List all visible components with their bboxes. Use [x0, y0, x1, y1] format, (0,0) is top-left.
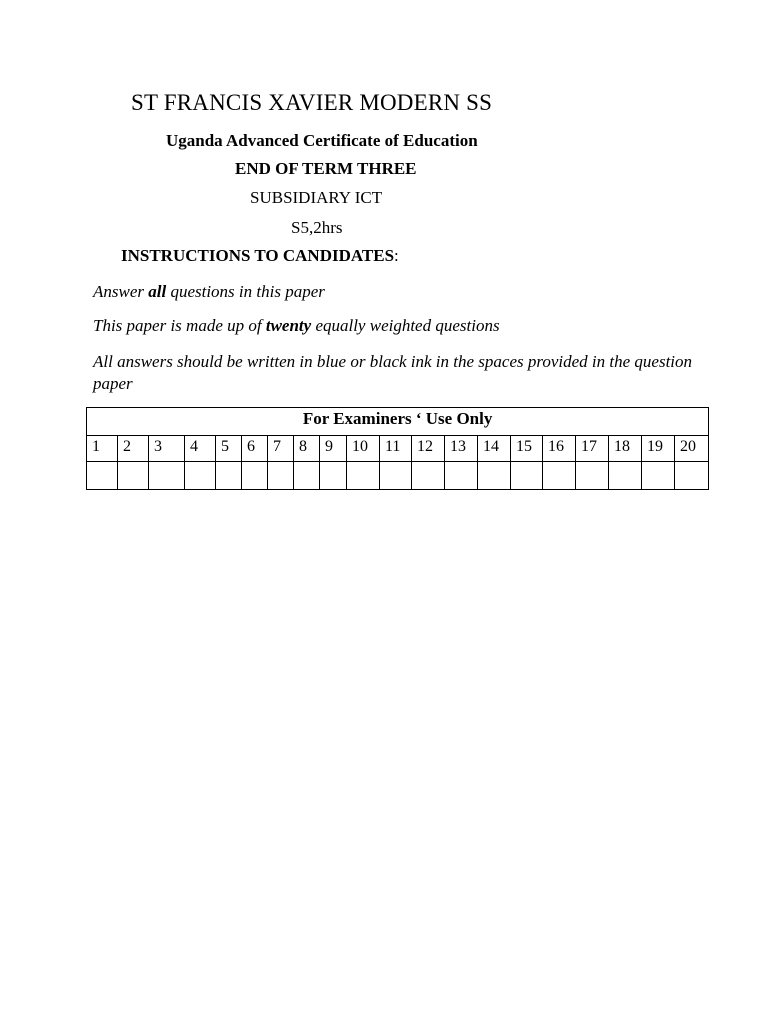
instruction-2-post: equally weighted questions	[311, 316, 500, 335]
examiners-table	[86, 407, 709, 490]
score-cell[interactable]	[445, 462, 478, 490]
score-cell[interactable]	[87, 462, 118, 490]
instruction-2	[93, 316, 500, 336]
question-number-cell: 20	[675, 436, 709, 462]
question-number-cell: 15	[511, 436, 543, 462]
question-number-cell: 11	[380, 436, 412, 462]
instruction-1-post: questions in this paper	[166, 282, 325, 301]
score-cell[interactable]	[242, 462, 268, 490]
score-cell[interactable]	[347, 462, 380, 490]
question-number-cell: 19	[642, 436, 675, 462]
question-number-cell: 16	[543, 436, 576, 462]
score-cell[interactable]	[543, 462, 576, 490]
score-cell[interactable]	[380, 462, 412, 490]
question-number-cell: 17	[576, 436, 609, 462]
score-cell[interactable]	[118, 462, 149, 490]
score-cell[interactable]	[478, 462, 511, 490]
score-cell[interactable]	[511, 462, 543, 490]
instructions-heading-text: INSTRUCTIONS TO CANDIDATES	[121, 246, 395, 265]
examiners-table-header-row	[87, 408, 709, 436]
question-number-cell: 1	[87, 436, 118, 462]
score-cell[interactable]	[609, 462, 642, 490]
question-number-cell: 10	[347, 436, 380, 462]
question-number-cell: 4	[185, 436, 216, 462]
instruction-1-pre: Answer	[93, 282, 149, 301]
score-cell[interactable]	[320, 462, 347, 490]
class-duration: S5,2hrs	[291, 218, 343, 237]
instructions-heading-suffix: :	[394, 246, 399, 265]
question-number-cell: 13	[445, 436, 478, 462]
instruction-2-bold: twenty	[265, 316, 312, 335]
question-number-cell: 12	[412, 436, 445, 462]
score-cell[interactable]	[294, 462, 320, 490]
subject-name: SUBSIDIARY ICT	[250, 188, 383, 207]
question-number-cell: 14	[478, 436, 511, 462]
question-number-cell: 5	[216, 436, 242, 462]
score-cell[interactable]	[216, 462, 242, 490]
question-number-cell: 9	[320, 436, 347, 462]
score-cell[interactable]	[149, 462, 185, 490]
instruction-1	[93, 282, 325, 302]
question-number-cell: 2	[118, 436, 149, 462]
score-cell[interactable]	[576, 462, 609, 490]
question-number-cell: 6	[242, 436, 268, 462]
score-cell[interactable]	[268, 462, 294, 490]
school-name: ST FRANCIS XAVIER MODERN SS	[131, 90, 493, 115]
question-number-cell: 18	[609, 436, 642, 462]
question-number-cell: 3	[149, 436, 185, 462]
instruction-3: All answers should be written in blue or black ink in the spaces provided in the question paper	[93, 352, 693, 393]
score-cell[interactable]	[642, 462, 675, 490]
examiners-table-title: For Examiners ‘ Use Only	[87, 408, 709, 436]
question-number-cell: 8	[294, 436, 320, 462]
instruction-1-bold: all	[148, 282, 167, 301]
score-cell[interactable]	[185, 462, 216, 490]
score-row	[87, 462, 709, 490]
question-number-row	[87, 436, 709, 462]
question-number-cell: 7	[268, 436, 294, 462]
score-cell[interactable]	[675, 462, 709, 490]
exam-session: END OF TERM THREE	[235, 159, 417, 178]
score-cell[interactable]	[412, 462, 445, 490]
instructions-heading	[121, 246, 399, 266]
certificate-title: Uganda Advanced Certificate of Education	[166, 131, 478, 150]
instruction-2-pre: This paper is made up of	[93, 316, 266, 335]
